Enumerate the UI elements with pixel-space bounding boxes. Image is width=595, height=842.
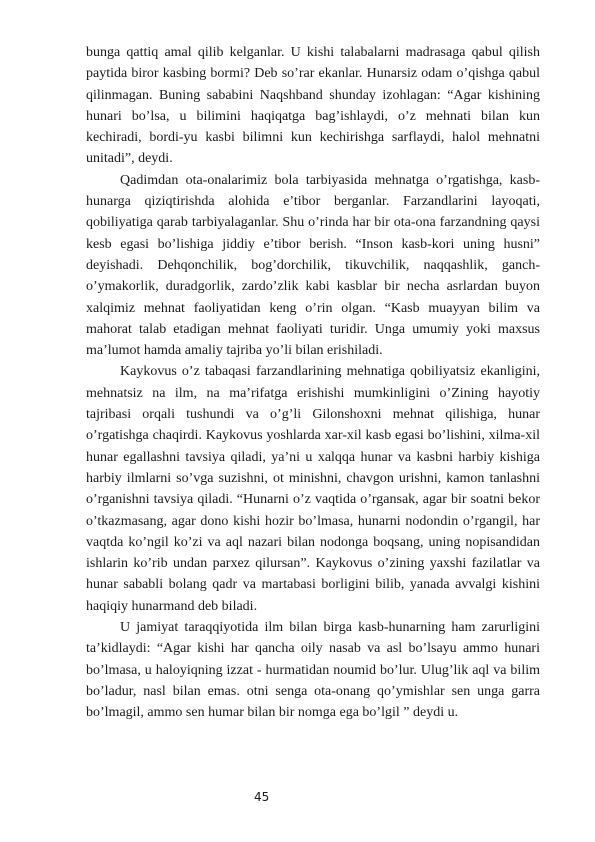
paragraph-2: Qadimdan ota-onalarimiz bola tarbiyasida mehnatga o’rgatishga, kasb-hunarga qiziqtirishda alohida e’tibor berganlar. Farzandlarini layoqati, qobiliyatiga qarab tarbiyalaganlar. Shu o’rinda har bir ota-ona farzandning qaysi kesb egasi bo’lishiga jiddiy e’tibor berish. “Inson kasb-kori uning husni” deyishadi. Dehqonchilik, bog’dorchilik, tikuvchilik, naqqashlik, ganch-o’ymakorlik, duradgorlik, zardo’zlik kabi kasblar bir necha asrlardan buyon xalqimiz mehnat faoliyatidan keng o’rin olgan. “Kasb muayyan bilim va mahorat talab etadigan mehnat faoliyati turidir. Unga umumiy yoki maxsus ma’lumot hamda amaliy tajriba yo’li bilan erishiladi. bbox=[86, 172, 540, 359]
document-body bbox=[86, 42, 540, 724]
paragraph-4: U jamiyat taraqqiyotida ilm bilan birga kasb-hunarning ham zarurligini ta’kidlaydi: “Agar kishi har qancha oily nasab va asl bo’lsayu ammo hunari bo’lmasa, u haloyiqning izzat - hurmatidan noumid bo’lur. Ulug’lik aql va bilim bo’ladur, nasl bilan emas. otni senga ota-onang qo’ymishlar sen unga garra bo’lmagil, ammo sen humar bilan bir nomga ega bo’lgil ” deydi u. bbox=[86, 620, 540, 721]
page-number: 45 bbox=[254, 790, 270, 804]
paragraph-3: Kaykovus o’z tabaqasi farzandlarining mehnatiga qobiliyatsiz ekanligini, mehnatsiz na ilm, na ma’rifatga erishishi mumkinligini o’Zining hayotiy tajribasi orqali tushundi va o’g’li Gilonshoxni mehnat qilishiga, hunar o’rgatishga chaqirdi. Kaykovus yoshlarda xar-xil kasb egasi bo’lishini, xilma-xil hunar egallashni tavsiya qiladi, ya’ni u xalqqa hunar va kasbni harbiy kishiga harbiy ilmlarni so’vga suzishni, ot minishni, chavgon urishni, kamon tanlashni o’rganishni tavsiya qiladi. “Hunarni o’z vaqtida o’rgansak, agar bir soatni bekor o’tkazmasang, agar dono kishi hozir bo’lmasa, hunarni nodondin o’rgangil, har vaqtda ko’ngil ko’zi va aql nazari bilan nodonga boqsang, uning nopisandidan ishlarin ko’rib undan parxez qilursan”. Kaykovus o’zining yaxshi fazilatlar va hunar sababli bolang qadr va martabasi borligini bilib, yanada avvalgi kishini haqiqiy hunarmand deb biladi. bbox=[86, 364, 540, 614]
paragraph-1: bunga qattiq amal qilib kelganlar. U kishi talabalarni madrasaga qabul qilish paytida biror kasbing bormi? Deb so’rar ekanlar. Hunarsiz odam o’qishga qabul qilinmagan. Buning sababini Naqshband shunday izohlagan: “Agar kishining hunari bo’lsa, u bilimini haqiqatga bag’ishlaydi, o’z mehnati bilan kun kechiradi, bordi-yu kasbi bilimni kun kechirishga sarflaydi, halol mehnatni unitadi”, deydi. bbox=[86, 45, 540, 167]
